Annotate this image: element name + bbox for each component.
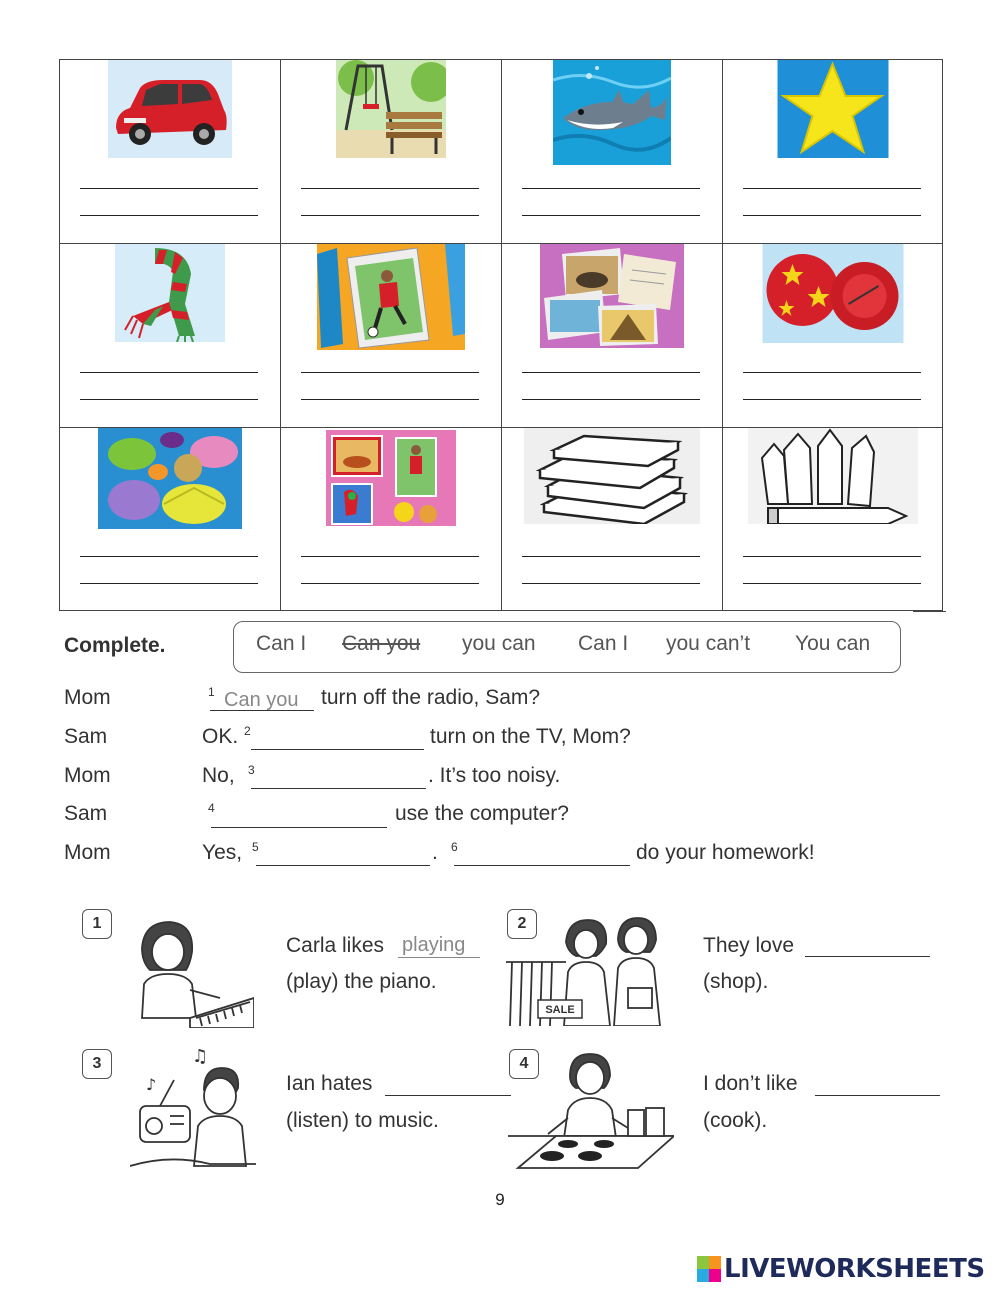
word-box-item: Can I [578, 632, 629, 655]
grid-cell-scarf [59, 243, 280, 427]
example-blank [398, 932, 480, 958]
girls-shopping-sale-image [506, 912, 670, 1026]
sentence-text: Carla likes [286, 934, 385, 957]
answer-line[interactable] [80, 372, 258, 373]
answer-line[interactable] [743, 556, 921, 557]
speaker: Sam [64, 802, 108, 825]
answer-line[interactable] [522, 556, 700, 557]
books-stack-image [524, 428, 700, 524]
dialogue-text: turn on the TV, Mom? [430, 725, 631, 748]
sale-sign-icon: SALE [545, 1004, 575, 1016]
gap-number: 5 [252, 840, 259, 854]
grid-cell-shark [501, 59, 722, 243]
word-box-item: You can [795, 632, 871, 655]
pencils-image [748, 428, 918, 524]
grid-divider [913, 611, 946, 612]
gap-number: 2 [244, 724, 251, 738]
gap-3[interactable] [251, 768, 426, 789]
item-number-box: 1 [82, 909, 112, 939]
answer-line[interactable] [301, 583, 479, 584]
brand-name: LIVEWORKSHEETS [724, 1254, 985, 1284]
grid-cell-toy-ball [722, 243, 943, 427]
item-number-box: 4 [509, 1049, 539, 1079]
grid-cell-playground [280, 59, 501, 243]
answer-line[interactable] [522, 583, 700, 584]
page-number: 9 [495, 1190, 505, 1209]
word-box-item: Can I [256, 632, 307, 655]
answer-line[interactable] [743, 583, 921, 584]
answer-line[interactable] [80, 583, 258, 584]
liveworksheets-brand[interactable] [697, 1253, 985, 1285]
seashells-image [98, 428, 242, 529]
speaker: Mom [64, 764, 111, 787]
gap-number: 3 [248, 763, 255, 777]
answer-line[interactable] [80, 188, 258, 189]
dialogue-text: OK. [202, 725, 239, 748]
sentence-text: (listen) to music. [286, 1109, 439, 1132]
grid-cell-stickers [280, 427, 501, 611]
gap-5[interactable] [256, 845, 430, 866]
item-number-box: 2 [507, 909, 537, 939]
answer-line[interactable] [743, 372, 921, 373]
playground-swing-bench-image [336, 60, 446, 158]
answer-blank[interactable] [815, 1073, 940, 1096]
answer-line[interactable] [80, 556, 258, 557]
dialogue-text: Yes, [202, 841, 243, 864]
picture-grid [59, 59, 945, 612]
sentence-text: (cook). [703, 1109, 768, 1132]
gap-number: 6 [451, 840, 458, 854]
speaker: Mom [64, 686, 111, 709]
gap-1-filled [210, 688, 314, 711]
stickers-image [326, 430, 456, 526]
answer-line[interactable] [743, 215, 921, 216]
dialogue-text: . It’s too noisy. [428, 764, 561, 787]
gap-2[interactable] [251, 729, 424, 750]
sentence-text: (shop). [703, 970, 769, 993]
grid-cell-pencils [722, 427, 943, 611]
boy-radio-music-image [130, 1046, 256, 1174]
complete-title: Complete. [64, 634, 166, 657]
shark-image [553, 60, 671, 165]
speaker: Sam [64, 725, 108, 748]
grid-cell-seashells [59, 427, 280, 611]
answer-line[interactable] [80, 399, 258, 400]
grid-cell-books [501, 427, 722, 611]
dialogue-text: use the computer? [395, 802, 569, 825]
answer-line[interactable] [743, 399, 921, 400]
dialogue-text: do your homework! [636, 841, 815, 864]
gap-number: 4 [208, 801, 215, 815]
grid-cell-star [722, 59, 943, 243]
gap-6[interactable] [454, 845, 630, 866]
answer-line[interactable] [301, 188, 479, 189]
sentence-text: Ian hates [286, 1072, 373, 1095]
football-player-card-image [317, 244, 465, 350]
answer-line[interactable] [80, 215, 258, 216]
sentence-text: I don’t like [703, 1072, 798, 1095]
speaker: Mom [64, 841, 111, 864]
grid-cell-football-card [280, 243, 501, 427]
sentence-text: (play) the piano. [286, 970, 437, 993]
answer-line[interactable] [522, 399, 700, 400]
word-box-item-used: Can you [342, 632, 421, 655]
answer-line[interactable] [301, 399, 479, 400]
dialogue-text: . [432, 841, 438, 864]
music-note-icon: ♪ [146, 1075, 157, 1094]
sentence-text: They love [703, 934, 795, 957]
item-number-box: 3 [82, 1049, 112, 1079]
girl-cooking-image [508, 1048, 674, 1170]
liveworksheets-logo-icon [697, 1256, 721, 1282]
answer-line[interactable] [522, 215, 700, 216]
answer-line[interactable] [301, 556, 479, 557]
answer-line[interactable] [301, 372, 479, 373]
gap-4[interactable] [211, 807, 387, 828]
answer-line[interactable] [522, 372, 700, 373]
music-note-icon: ♫ [192, 1046, 209, 1067]
dialogue-text: No, [202, 764, 235, 787]
girl-playing-piano-image [130, 918, 254, 1028]
grid-cell-postcards [501, 243, 722, 427]
word-box-item: you can [462, 632, 536, 655]
gap-number: 1 [208, 685, 215, 699]
postcards-image [540, 244, 684, 348]
star-image [777, 60, 888, 158]
word-box-item: you can’t [666, 632, 751, 655]
answer-line[interactable] [743, 188, 921, 189]
answer-blank[interactable] [805, 934, 930, 957]
car-image [108, 60, 232, 158]
striped-scarf-image [115, 244, 225, 342]
example-answer: playing [402, 934, 466, 956]
answer-blank[interactable] [385, 1073, 511, 1096]
toy-ball-image [762, 244, 903, 343]
answer-line[interactable] [301, 215, 479, 216]
grid-cell-car [59, 59, 280, 243]
example-answer: Can you [224, 689, 299, 711]
dialogue-text: turn off the radio, Sam? [321, 686, 541, 709]
answer-line[interactable] [522, 188, 700, 189]
